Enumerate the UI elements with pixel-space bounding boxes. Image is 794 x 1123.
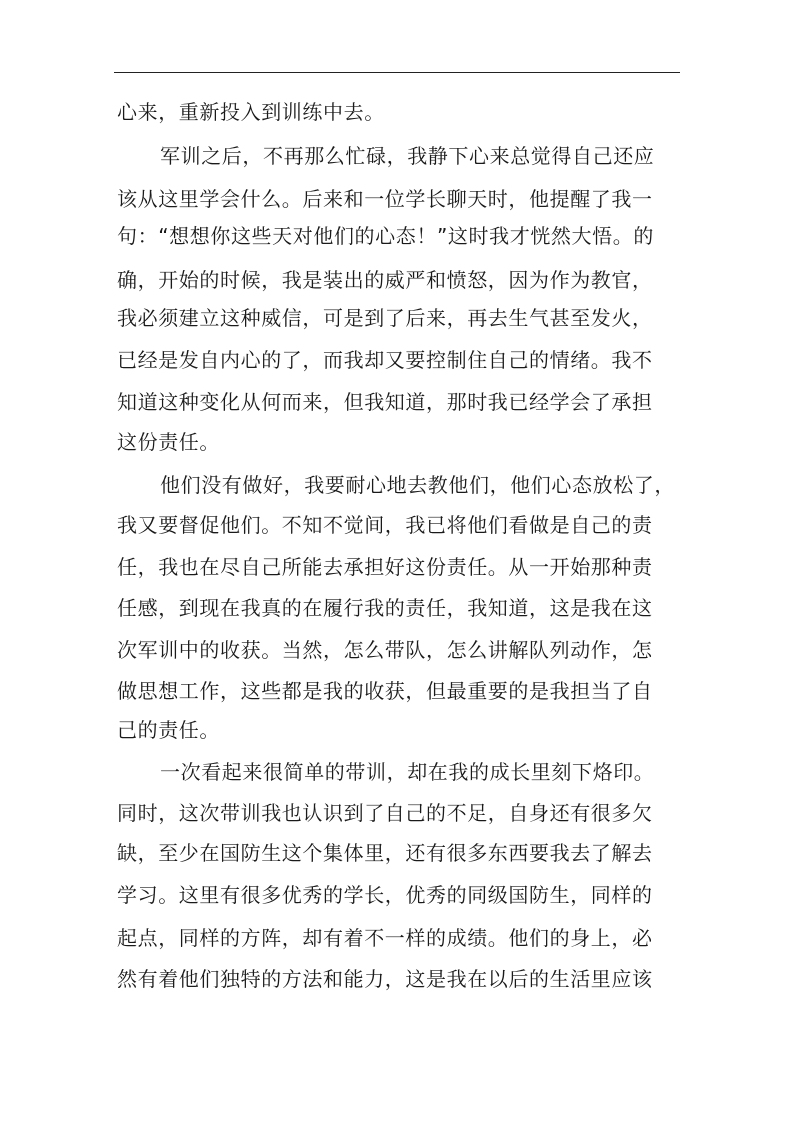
text-line: 知道这种变化从何而来，但我知道，那时我已经学会了承担 [117,390,653,414]
text-line: 已经是发自内心的了，而我却又要控制住自己的情绪。我不 [117,348,653,372]
text-line: 任感，到现在我真的在履行我的责任，我知道，这是我在这 [117,596,653,620]
text-line: 缺，至少在国防生这个集体里，还有很多东西要我去了解去 [117,841,653,865]
text-line: 任，我也在尽自己所能去承担好这份责任。从一开始那种责 [117,555,653,579]
text-line: 起点，同样的方阵，却有着不一样的成绩。他们的身上，必 [117,926,653,950]
text-line: 我又要督促他们。不知不觉间，我已将他们看做是自己的责 [117,513,653,537]
text-line: 这份责任。 [117,430,220,454]
text-line: 学习。这里有很多优秀的学长，优秀的同级国防生，同样的 [117,883,653,907]
paragraph-first-line: 一次看起来很简单的带训，却在我的成长里刻下烙印。 [160,760,655,784]
text-line: 该从这里学会什么。后来和一位学长聊天时，他提醒了我一 [117,187,653,211]
header-divider [114,72,680,73]
text-line: 做思想工作，这些都是我的收获，但最重要的是我担当了自 [117,679,653,703]
text-line: 同时，这次带训我也认识到了自己的不足，自身还有很多欠 [117,801,653,825]
text-line: 己的责任。 [117,718,220,742]
text-line: 确，开始的时候，我是装出的威严和愤怒，因为作为教官， [117,268,653,292]
text-line: 我必须建立这种威信，可是到了后来，再去生气甚至发火， [117,306,653,330]
text-line: 然有着他们独特的方法和能力，这是我在以后的生活里应该 [117,967,653,991]
paragraph-first-line: 他们没有做好，我要耐心地去教他们，他们心态放松了， [160,473,675,497]
paragraph-first-line: 军训之后，不再那么忙碌，我静下心来总觉得自己还应 [160,144,655,168]
text-line: 次军训中的收获。当然，怎么带队，怎么讲解队列动作，怎 [117,638,653,662]
text-line: 句：“想想你这些天对他们的心态！”这时我才恍然大悟。的 [117,224,654,248]
text-line: 心来，重新投入到训练中去。 [117,100,385,124]
